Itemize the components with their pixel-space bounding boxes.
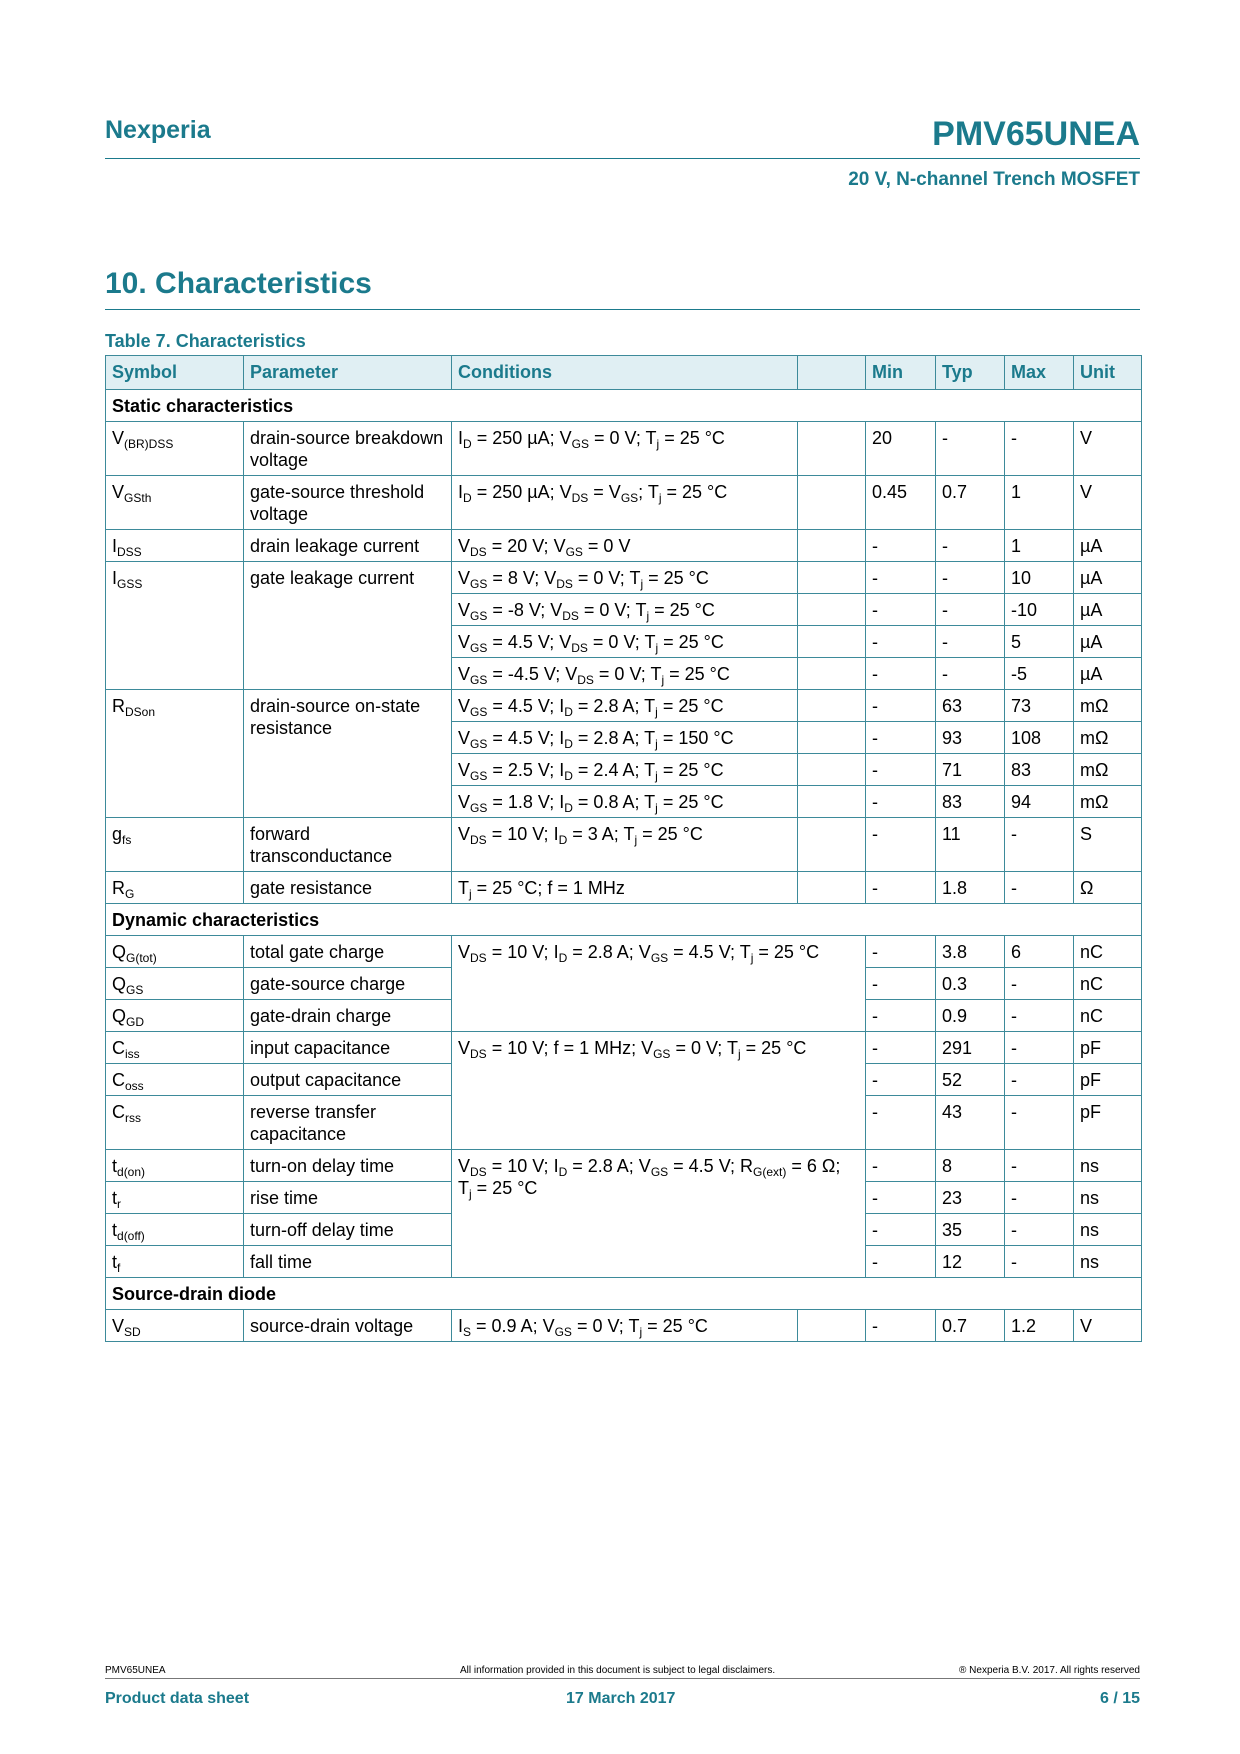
min-cell: - — [866, 872, 936, 904]
parameter-cell: gate leakage current — [244, 562, 452, 690]
min-cell: 20 — [866, 422, 936, 476]
conditions-cell: $V_{GS} = 4.5$ V; $I_D = 2.8$ A; $T_j = 150$ °C — [452, 722, 798, 754]
product-name: PMV65UNEA — [932, 115, 1140, 153]
symbol-cell: $Q_{GS}$ — [106, 968, 244, 1000]
group-diode: Source-drain diode — [106, 1278, 1142, 1310]
table-row — [106, 1032, 1142, 1064]
max-cell: 1 — [1005, 530, 1074, 562]
conditions-cell: $V_{DS} = 20$ V; $V_{GS} = 0$ V — [452, 530, 798, 562]
conditions-cell: $V_{GS} = 1.8$ V; $I_D = 0.8$ A; $T_j = 25$ °C — [452, 786, 798, 818]
unit-cell: pF — [1074, 1064, 1142, 1096]
typ-cell: 11 — [936, 818, 1005, 872]
header-rule — [105, 158, 1140, 159]
table-row — [106, 530, 1142, 562]
max-cell: - — [1005, 872, 1074, 904]
col-typ: Typ — [936, 356, 1005, 390]
conditions-cell: $I_D = 250$ µA; $V_{DS} = V_{GS}$; $T_j = 25$ °C — [452, 476, 798, 530]
min-cell: - — [866, 562, 936, 594]
min-cell: - — [866, 1310, 936, 1342]
symbol-cell: $t_r$ — [106, 1182, 244, 1214]
max-cell: - — [1005, 818, 1074, 872]
parameter-cell: drain leakage current — [244, 530, 452, 562]
parameter-cell: input capacitance — [244, 1032, 452, 1064]
typ-cell: - — [936, 530, 1005, 562]
section-rule — [105, 309, 1140, 310]
unit-cell: µA — [1074, 530, 1142, 562]
typ-cell: 93 — [936, 722, 1005, 754]
symbol-cell: $g_{fs}$ — [106, 818, 244, 872]
typ-cell: 52 — [936, 1064, 1005, 1096]
unit-cell: mΩ — [1074, 722, 1142, 754]
conditions-cell: $V_{GS} = -8$ V; $V_{DS} = 0$ V; $T_j = 25$ °C — [452, 594, 798, 626]
footer-doc-type: Product data sheet — [105, 1690, 250, 1707]
footer-page: 6 / 15 — [1099, 1690, 1140, 1707]
typ-cell: 0.9 — [936, 1000, 1005, 1032]
symbol-cell: $I_{DSS}$ — [106, 530, 244, 562]
typ-cell: 0.3 — [936, 968, 1005, 1000]
unit-cell: nC — [1074, 936, 1142, 968]
max-cell: - — [1005, 1182, 1074, 1214]
footer-rule — [105, 1678, 1140, 1679]
conditions-cell: $V_{DS} = 10$ V; $I_D = 3$ A; $T_j = 25$ °C — [452, 818, 798, 872]
typ-cell: 43 — [936, 1096, 1005, 1150]
typ-cell: 3.8 — [936, 936, 1005, 968]
min-cell: - — [866, 1182, 936, 1214]
max-cell: 10 — [1005, 562, 1074, 594]
parameter-cell: rise time — [244, 1182, 452, 1214]
unit-cell: ns — [1074, 1150, 1142, 1182]
footer-copyright: ® Nexperia B.V. 2017. All rights reserved — [959, 1665, 1140, 1676]
parameter-cell: output capacitance — [244, 1064, 452, 1096]
min-cell: - — [866, 1214, 936, 1246]
unit-cell: mΩ — [1074, 754, 1142, 786]
symbol-cell: $t_f$ — [106, 1246, 244, 1278]
typ-cell: 71 — [936, 754, 1005, 786]
min-cell: - — [866, 722, 936, 754]
min-cell: - — [866, 1064, 936, 1096]
min-cell: - — [866, 530, 936, 562]
table-row — [106, 562, 1142, 594]
symbol-cell: $I_{GSS}$ — [106, 562, 244, 690]
max-cell: - — [1005, 1214, 1074, 1246]
footer-disclaimer: All information provided in this document is subject to legal disclaimers. — [460, 1665, 776, 1676]
max-cell: - — [1005, 1096, 1074, 1150]
min-cell: - — [866, 968, 936, 1000]
col-parameter: Parameter — [244, 356, 452, 390]
unit-cell: V — [1074, 422, 1142, 476]
symbol-cell: $V_{SD}$ — [106, 1310, 244, 1342]
min-cell: - — [866, 658, 936, 690]
typ-cell: 0.7 — [936, 476, 1005, 530]
min-cell: 0.45 — [866, 476, 936, 530]
unit-cell: V — [1074, 476, 1142, 530]
min-cell: - — [866, 626, 936, 658]
typ-cell: 12 — [936, 1246, 1005, 1278]
group-row — [106, 390, 1142, 422]
col-conditions: Conditions — [452, 356, 798, 390]
unit-cell: nC — [1074, 968, 1142, 1000]
unit-cell: ns — [1074, 1214, 1142, 1246]
col-min: Min — [866, 356, 936, 390]
table-caption: Table 7. Characteristics — [105, 331, 306, 351]
max-cell: 108 — [1005, 722, 1074, 754]
table-row — [106, 422, 1142, 476]
group-row — [106, 1278, 1142, 1310]
max-cell: -10 — [1005, 594, 1074, 626]
min-cell: - — [866, 786, 936, 818]
typ-cell: 63 — [936, 690, 1005, 722]
typ-cell: 83 — [936, 786, 1005, 818]
max-cell: 6 — [1005, 936, 1074, 968]
symbol-cell: $C_{oss}$ — [106, 1064, 244, 1096]
parameter-cell: turn-off delay time — [244, 1214, 452, 1246]
col-unit: Unit — [1074, 356, 1142, 390]
typ-cell: 23 — [936, 1182, 1005, 1214]
typ-cell: - — [936, 562, 1005, 594]
col-conditions-extra — [798, 356, 866, 390]
group-static: Static characteristics — [106, 390, 1142, 422]
conditions-cell: $V_{DS} = 10$ V; $I_D = 2.8$ A; $V_{GS} = 4.5$ V; $R_{G(ext)} = 6$ Ω; $T_j = 25$ °C — [452, 1150, 866, 1278]
min-cell: - — [866, 818, 936, 872]
footer-date: 17 March 2017 — [566, 1690, 676, 1707]
unit-cell: S — [1074, 818, 1142, 872]
max-cell: - — [1005, 968, 1074, 1000]
unit-cell: µA — [1074, 658, 1142, 690]
conditions-cell: $V_{GS} = 2.5$ V; $I_D = 2.4$ A; $T_j = 25$ °C — [452, 754, 798, 786]
parameter-cell: drain-source on-state resistance — [244, 690, 452, 818]
table-row — [106, 1310, 1142, 1342]
symbol-cell: $V_{(BR)DSS}$ — [106, 422, 244, 476]
unit-cell: Ω — [1074, 872, 1142, 904]
min-cell: - — [866, 1032, 936, 1064]
symbol-cell: $C_{iss}$ — [106, 1032, 244, 1064]
typ-cell: 8 — [936, 1150, 1005, 1182]
min-cell: - — [866, 594, 936, 626]
unit-cell: µA — [1074, 594, 1142, 626]
table-row — [106, 1150, 1142, 1182]
typ-cell: - — [936, 422, 1005, 476]
unit-cell: µA — [1074, 626, 1142, 658]
typ-cell: - — [936, 594, 1005, 626]
typ-cell: 0.7 — [936, 1310, 1005, 1342]
parameter-cell: turn-on delay time — [244, 1150, 452, 1182]
unit-cell: V — [1074, 1310, 1142, 1342]
section-title: 10. Characteristics — [105, 267, 372, 300]
conditions-cell: $V_{GS} = -4.5$ V; $V_{DS} = 0$ V; $T_j = 25$ °C — [452, 658, 798, 690]
max-cell: 73 — [1005, 690, 1074, 722]
max-cell: - — [1005, 1150, 1074, 1182]
conditions-cell: $V_{DS} = 10$ V; $I_D = 2.8$ A; $V_{GS} = 4.5$ V; $T_j = 25$ °C — [452, 936, 866, 1032]
unit-cell: pF — [1074, 1032, 1142, 1064]
table-row — [106, 690, 1142, 722]
max-cell: - — [1005, 1246, 1074, 1278]
unit-cell: mΩ — [1074, 690, 1142, 722]
min-cell: - — [866, 936, 936, 968]
parameter-cell: forward transconductance — [244, 818, 452, 872]
unit-cell: pF — [1074, 1096, 1142, 1150]
conditions-cell: $T_j = 25$ °C; f = 1 MHz — [452, 872, 798, 904]
group-row — [106, 904, 1142, 936]
characteristics-table — [105, 355, 1142, 1342]
conditions-cell: $I_D = 250$ µA; $V_{GS} = 0$ V; $T_j = 25$ °C — [452, 422, 798, 476]
max-cell: 1.2 — [1005, 1310, 1074, 1342]
parameter-cell: reverse transfer capacitance — [244, 1096, 452, 1150]
table-row — [106, 818, 1142, 872]
conditions-cell: $V_{GS} = 4.5$ V; $V_{DS} = 0$ V; $T_j = 25$ °C — [452, 626, 798, 658]
symbol-cell: $Q_{GD}$ — [106, 1000, 244, 1032]
brand-name: Nexperia — [105, 116, 211, 144]
max-cell: -5 — [1005, 658, 1074, 690]
parameter-cell: gate-source threshold voltage — [244, 476, 452, 530]
symbol-cell: $R_G$ — [106, 872, 244, 904]
table-row — [106, 936, 1142, 968]
conditions-cell: $V_{GS} = 4.5$ V; $I_D = 2.8$ A; $T_j = 25$ °C — [452, 690, 798, 722]
footer-doc-id: PMV65UNEA — [105, 1665, 166, 1676]
typ-cell: 1.8 — [936, 872, 1005, 904]
symbol-cell: $t_{d(off)}$ — [106, 1214, 244, 1246]
max-cell: 83 — [1005, 754, 1074, 786]
min-cell: - — [866, 690, 936, 722]
unit-cell: nC — [1074, 1000, 1142, 1032]
max-cell: - — [1005, 1064, 1074, 1096]
max-cell: 1 — [1005, 476, 1074, 530]
parameter-cell: gate-source charge — [244, 968, 452, 1000]
min-cell: - — [866, 754, 936, 786]
max-cell: - — [1005, 1032, 1074, 1064]
group-dynamic: Dynamic characteristics — [106, 904, 1142, 936]
conditions-cell: $V_{DS} = 10$ V; f = 1 MHz; $V_{GS} = 0$ V; $T_j = 25$ °C — [452, 1032, 866, 1150]
unit-cell: ns — [1074, 1246, 1142, 1278]
typ-cell: - — [936, 626, 1005, 658]
col-symbol: Symbol — [106, 356, 244, 390]
max-cell: - — [1005, 422, 1074, 476]
symbol-cell: $R_{DSon}$ — [106, 690, 244, 818]
typ-cell: 35 — [936, 1214, 1005, 1246]
unit-cell: µA — [1074, 562, 1142, 594]
conditions-cell: $I_S = 0.9$ A; $V_{GS} = 0$ V; $T_j = 25$ °C — [452, 1310, 798, 1342]
typ-cell: - — [936, 658, 1005, 690]
typ-cell: 291 — [936, 1032, 1005, 1064]
unit-cell: ns — [1074, 1182, 1142, 1214]
parameter-cell: gate-drain charge — [244, 1000, 452, 1032]
conditions-cell: $V_{GS} = 8$ V; $V_{DS} = 0$ V; $T_j = 25$ °C — [452, 562, 798, 594]
parameter-cell: total gate charge — [244, 936, 452, 968]
symbol-cell: $t_{d(on)}$ — [106, 1150, 244, 1182]
max-cell: - — [1005, 1000, 1074, 1032]
symbol-cell: $V_{GSth}$ — [106, 476, 244, 530]
max-cell: 94 — [1005, 786, 1074, 818]
parameter-cell: drain-source breakdown voltage — [244, 422, 452, 476]
max-cell: 5 — [1005, 626, 1074, 658]
table-row — [106, 476, 1142, 530]
parameter-cell: fall time — [244, 1246, 452, 1278]
min-cell: - — [866, 1246, 936, 1278]
symbol-cell: $C_{rss}$ — [106, 1096, 244, 1150]
symbol-cell: $Q_{G(tot)}$ — [106, 936, 244, 968]
table-row — [106, 872, 1142, 904]
parameter-cell: source-drain voltage — [244, 1310, 452, 1342]
min-cell: - — [866, 1000, 936, 1032]
table-header-row — [106, 356, 1142, 390]
min-cell: - — [866, 1096, 936, 1150]
min-cell: - — [866, 1150, 936, 1182]
parameter-cell: gate resistance — [244, 872, 452, 904]
unit-cell: mΩ — [1074, 786, 1142, 818]
col-max: Max — [1005, 356, 1074, 390]
product-subtitle: 20 V, N-channel Trench MOSFET — [848, 169, 1140, 190]
